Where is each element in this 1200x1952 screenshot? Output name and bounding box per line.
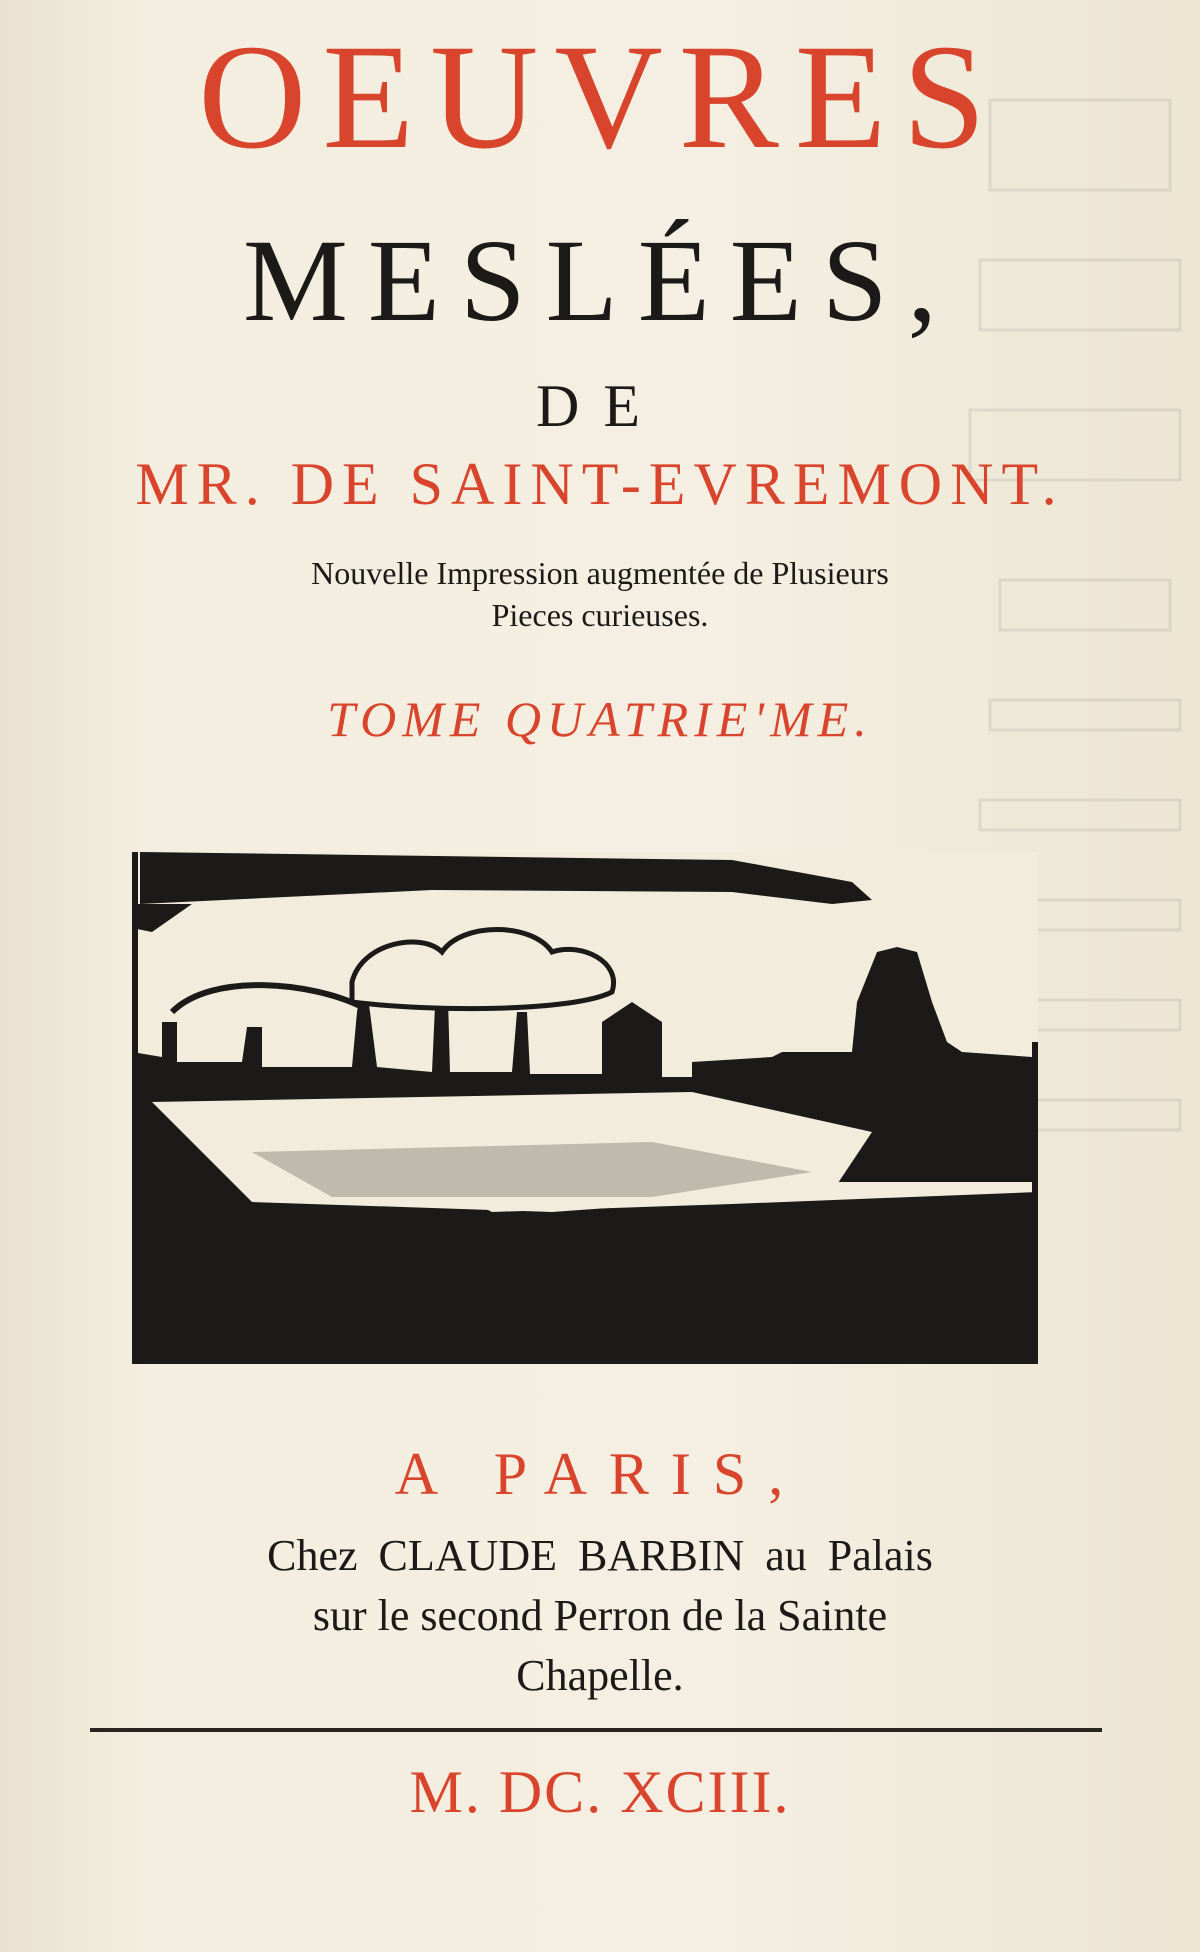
book-subtitle: MESLÉES, bbox=[243, 215, 957, 346]
paris-cityscape-woodcut bbox=[132, 852, 1038, 1364]
edition-note-line-1: Nouvelle Impression augmentée de Plusieurs bbox=[311, 555, 889, 591]
imprint-line-3: Chapelle. bbox=[516, 1651, 684, 1700]
horizontal-rule bbox=[90, 1728, 1102, 1732]
imprint-line-1: Chez CLAUDE BARBIN au Palais bbox=[267, 1531, 933, 1580]
imprint-place: A PARIS, bbox=[394, 1441, 806, 1507]
imprint-line-2: sur le second Perron de la Sainte bbox=[312, 1591, 888, 1640]
title-preposition: DE bbox=[536, 373, 664, 439]
author-name: MR. DE SAINT-EVREMONT. bbox=[135, 451, 1065, 517]
volume-label: TOME QUATRIE'ME. bbox=[327, 691, 873, 747]
book-title: OEUVRES bbox=[198, 14, 1002, 180]
edition-note-line-2: Pieces curieuses. bbox=[491, 597, 709, 633]
publication-date: M. DC. XCIII. bbox=[409, 1759, 791, 1825]
